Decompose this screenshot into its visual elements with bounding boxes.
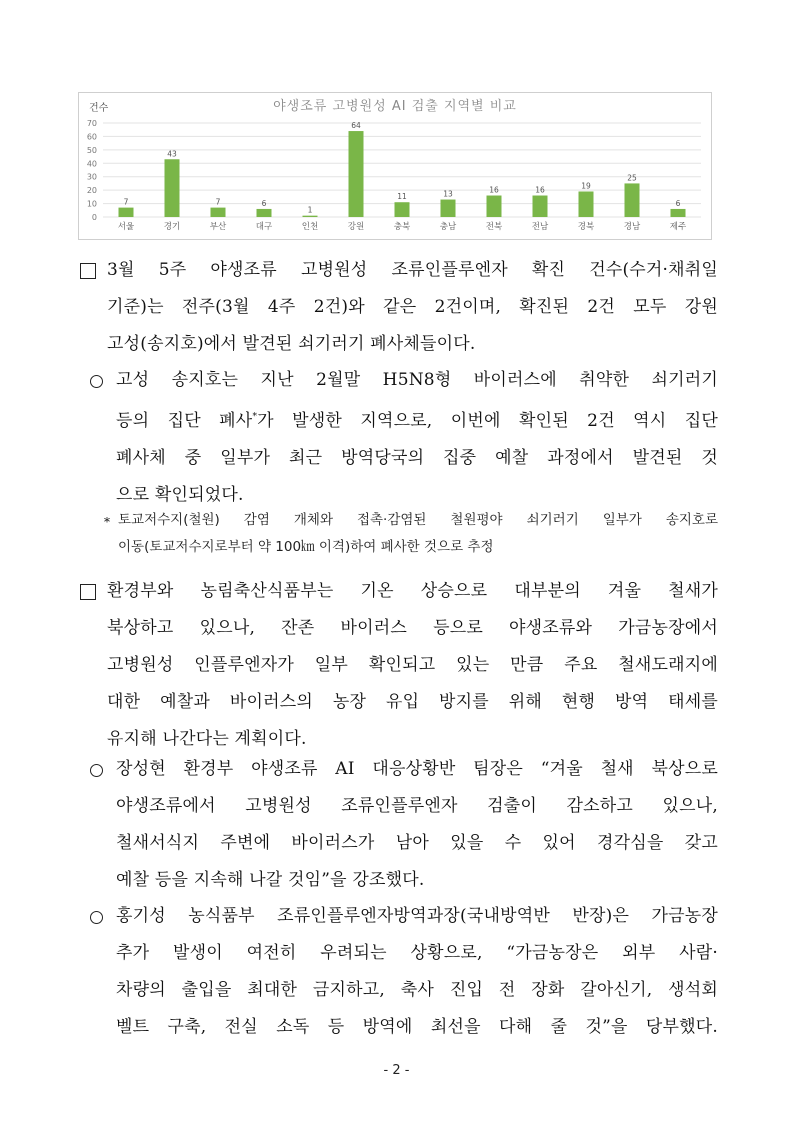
data-label: 16	[489, 185, 499, 195]
text-line: 고병원성 인플루엔자가 일부 확인되고 있는 만큼 주요 철새도래지에	[107, 655, 718, 675]
text-line: 폐사체 중 일부가 최근 방역당국의 집중 예찰 과정에서 발견된 것	[116, 448, 718, 468]
footnote	[118, 507, 718, 561]
data-label: 11	[397, 192, 407, 202]
y-tick-label: 60	[86, 132, 97, 142]
data-label: 7	[123, 197, 129, 207]
y-tick-label: 20	[86, 186, 97, 196]
chart-title: 야생조류 고병원성 AI 검출 지역별 비교	[273, 99, 517, 114]
bar-전북	[487, 196, 502, 217]
bar-인천	[303, 216, 318, 217]
paragraph-1	[107, 252, 718, 363]
text-line: 고성 송지호는 지난 2월말 H5N8형 바이러스에 취약한 쇠기러기	[116, 370, 718, 390]
text-line: 3월 5주 야생조류 고병원성 조류인플루엔자 확진 건수(수거·채취일	[107, 260, 718, 280]
text-line: 으로 확인되었다.	[116, 485, 244, 505]
text-line: 장성현 환경부 야생조류 AI 대응상황반 팀장은 “겨울 철새 북상으로	[116, 759, 718, 779]
text-line-with-footnote	[116, 399, 718, 440]
paragraph-4	[116, 751, 718, 899]
text-line: 북상하고 있으나, 잔존 바이러스 등으로 야생조류와 가금농장에서	[107, 618, 718, 638]
text-line: 고성(송지호)에서 발견된 쇠기러기 폐사체들이다.	[107, 334, 476, 354]
circle-bullet-icon	[90, 911, 103, 924]
category-label: 충북	[393, 222, 411, 232]
category-label: 강원	[347, 222, 365, 232]
category-label: 경북	[577, 222, 595, 232]
category-label: 경기	[163, 222, 181, 232]
y-tick-label: 10	[86, 199, 97, 209]
paragraph-5	[116, 898, 718, 1046]
bar-전남	[533, 196, 548, 217]
category-label: 전남	[531, 222, 549, 232]
text-line: 차량의 출입을 최대한 금지하고, 축사 진입 전 장화 갈아신기, 생석회	[116, 980, 718, 1000]
text-line: 야생조류에서 고병원성 조류인플루엔자 검출이 감소하고 있으나,	[116, 796, 718, 816]
bar-경기	[165, 159, 180, 217]
y-tick-label: 70	[86, 119, 97, 128]
circle-bullet-icon	[90, 375, 103, 388]
paragraph-3	[107, 573, 718, 758]
text-line: 철새서식지 주변에 바이러스가 남아 있을 수 있어 경각심을 갖고	[116, 833, 718, 853]
square-bullet-icon	[80, 584, 96, 600]
text-line: 환경부와 농림축산식품부는 기온 상승으로 대부분의 겨울 철새가	[107, 581, 718, 601]
bar-경북	[579, 191, 594, 217]
footnote-mark: *	[252, 412, 258, 422]
category-label: 부산	[209, 222, 227, 232]
bar-강원	[349, 131, 364, 217]
page-number: - 2 -	[383, 1063, 410, 1078]
bar-chart	[78, 92, 712, 240]
text-line: 대한 예찰과 바이러스의 농장 유입 방지를 위해 현행 방역 태세를	[107, 692, 718, 712]
bar-대구	[257, 209, 272, 217]
text-line: 예찰 등을 지속해 나갈 것임”을 강조했다.	[116, 870, 425, 890]
bar-부산	[211, 208, 226, 217]
text-line: 이동(토교저수지로부터 약 100㎞ 이격)하여 폐사한 것으로 추정	[118, 539, 494, 555]
bar-제주	[671, 209, 686, 217]
y-tick-label: 30	[86, 172, 97, 182]
category-label: 인천	[301, 222, 319, 232]
paragraph-2	[116, 362, 718, 514]
bar-경남	[625, 183, 640, 217]
category-label: 대구	[255, 222, 273, 232]
category-label: 서울	[117, 222, 135, 232]
text-line: 벨트 구축, 전실 소독 등 방역에 최선을 다해 줄 것”을 당부했다.	[116, 1017, 718, 1037]
data-label: 7	[215, 197, 221, 207]
category-label: 제주	[669, 222, 687, 232]
data-label: 43	[167, 149, 177, 159]
square-bullet-icon	[80, 263, 96, 279]
text-line: 토교저수지(철원) 감염 개체와 접촉·감염된 철원평야 쇠기러기 일부가 송지호로	[118, 512, 718, 528]
data-label: 19	[581, 181, 591, 191]
data-label: 6	[261, 198, 267, 208]
chart-svg	[79, 93, 711, 239]
bar-충남	[441, 200, 456, 217]
category-label: 전북	[485, 222, 503, 232]
category-label: 충남	[439, 222, 457, 232]
text-fragment: 등의 집단 폐사	[116, 411, 253, 431]
y-tick-label: 0	[91, 213, 97, 222]
text-line: 홍기성 농식품부 조류인플루엔자방역과장(국내방역반 반장)은 가금농장	[116, 906, 718, 926]
data-label: 6	[675, 198, 681, 208]
data-label: 1	[307, 205, 313, 215]
text-line: 추가 발생이 여전히 우려되는 상황으로, “가금농장은 외부 사람·	[116, 943, 718, 963]
footnote-star: *	[104, 515, 110, 529]
data-label: 25	[627, 173, 637, 183]
category-label: 경남	[623, 222, 641, 232]
chart-y-axis-label: 건수	[89, 103, 109, 114]
data-label: 64	[351, 121, 361, 131]
text-line: 기준)는 전주(3월 4주 2건)와 같은 2건이며, 확진된 2건 모두 강원	[107, 297, 718, 317]
bar-서울	[119, 208, 134, 217]
data-label: 13	[443, 189, 453, 199]
text-line: 유지해 나간다는 계획이다.	[107, 729, 307, 749]
circle-bullet-icon	[90, 764, 103, 777]
y-tick-label: 50	[86, 145, 97, 155]
bar-충북	[395, 202, 410, 217]
text-fragment: 가 발생한 지역으로, 이번에 확인된 2건 역시 집단	[257, 411, 718, 431]
y-tick-label: 40	[86, 159, 97, 169]
data-label: 16	[535, 185, 545, 195]
